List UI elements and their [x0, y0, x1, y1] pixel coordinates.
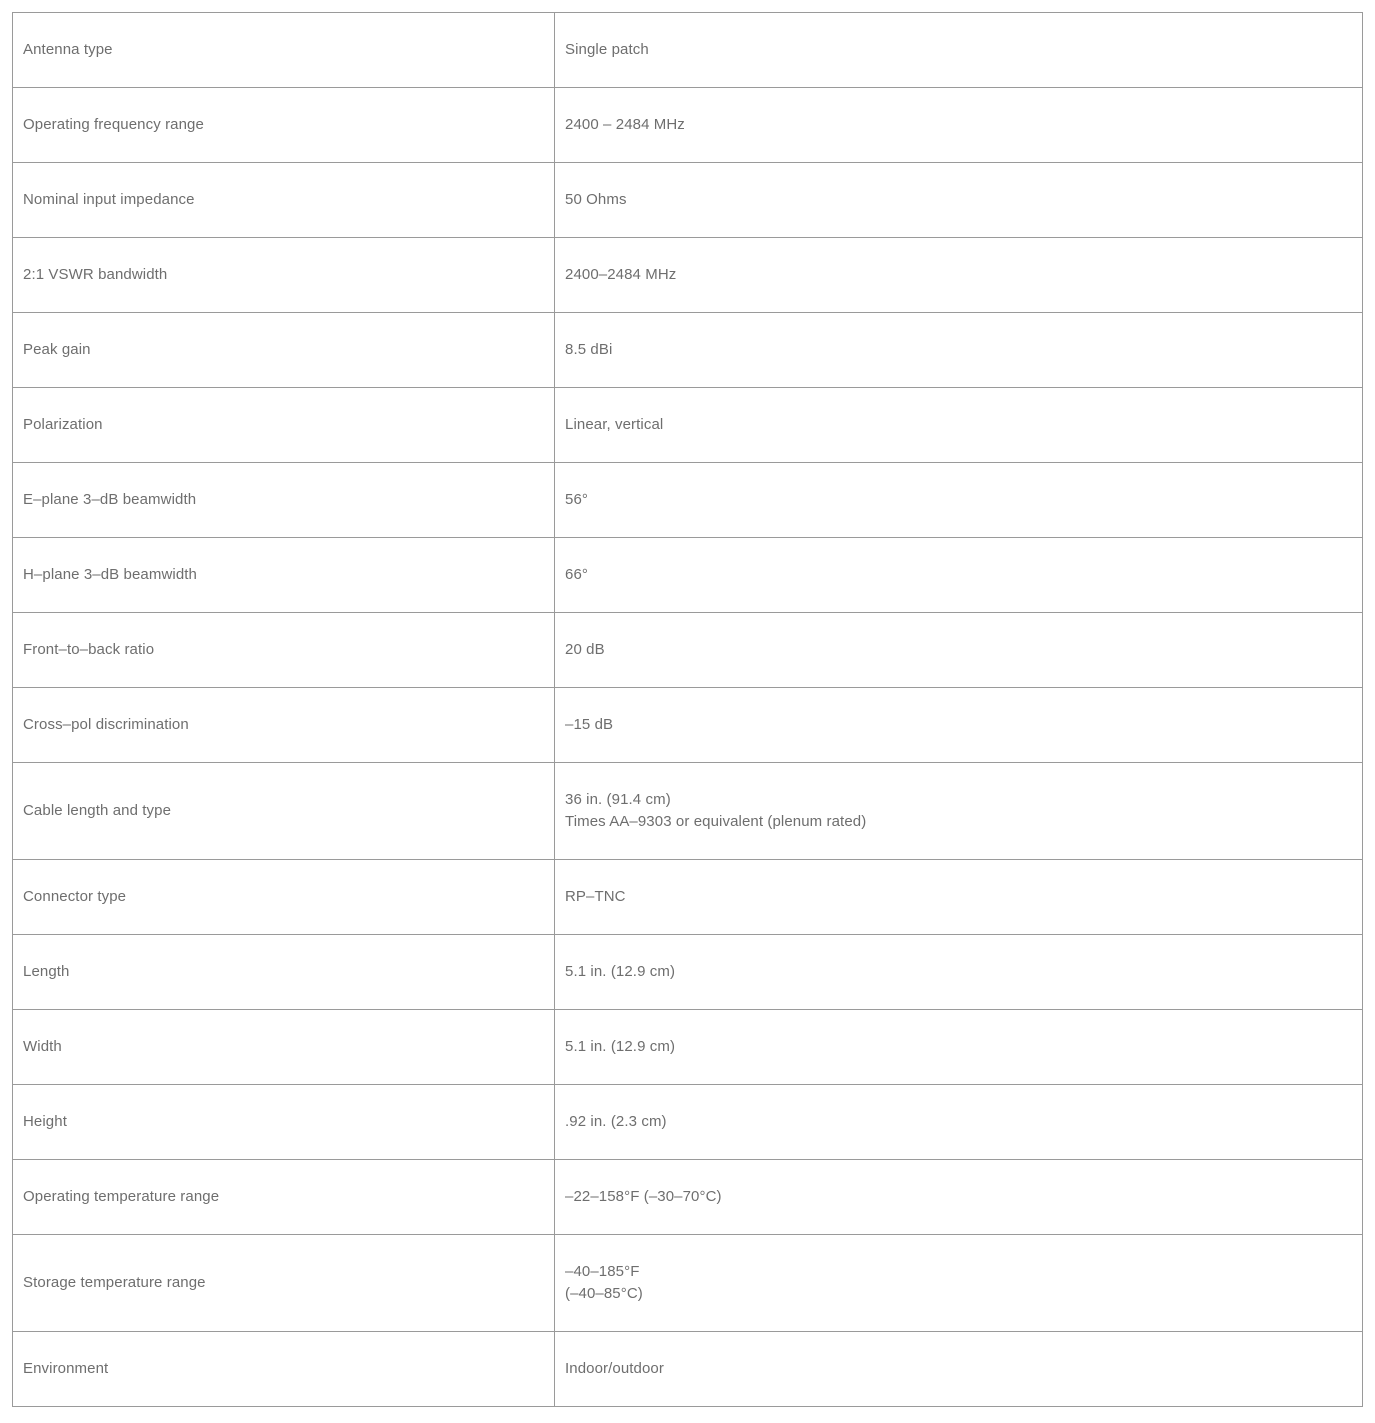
spec-label-cell — [13, 860, 555, 935]
spec-value-cell — [555, 860, 1363, 935]
table-row — [13, 613, 1363, 688]
table-row — [13, 935, 1363, 1010]
table-row — [13, 13, 1363, 88]
spec-label-cell — [13, 1010, 555, 1085]
table-row — [13, 538, 1363, 613]
spec-label-cell — [13, 1085, 555, 1160]
spec-value: 66° — [565, 566, 588, 583]
spec-label-cell — [13, 613, 555, 688]
table-row — [13, 88, 1363, 163]
spec-label: Antenna type — [23, 41, 113, 58]
spec-label-cell — [13, 388, 555, 463]
spec-label-cell — [13, 1235, 555, 1332]
spec-value: –22–158°F (–30–70°C) — [565, 1188, 722, 1205]
spec-label: Peak gain — [23, 341, 91, 358]
spec-value-cell — [555, 538, 1363, 613]
table-row — [13, 1235, 1363, 1332]
spec-value-cell — [555, 1235, 1363, 1332]
spec-label-cell — [13, 1332, 555, 1407]
spec-label: Cross–pol discrimination — [23, 716, 189, 733]
spec-label-cell — [13, 935, 555, 1010]
table-row — [13, 388, 1363, 463]
spec-label: Environment — [23, 1360, 109, 1377]
spec-value: 5.1 in. (12.9 cm) — [565, 1038, 676, 1055]
spec-label: Front–to–back ratio — [23, 641, 155, 658]
table-row — [13, 1085, 1363, 1160]
spec-value-cell — [555, 1085, 1363, 1160]
spec-value-cell — [555, 163, 1363, 238]
spec-value: 56° — [565, 491, 588, 508]
spec-value: Single patch — [565, 41, 649, 58]
spec-value: Linear, vertical — [565, 416, 664, 433]
spec-value: .92 in. (2.3 cm) — [565, 1113, 667, 1130]
spec-value: 2400–2484 MHz — [565, 266, 677, 283]
spec-label-cell — [13, 688, 555, 763]
table-row — [13, 238, 1363, 313]
spec-value: –15 dB — [565, 716, 614, 733]
spec-value-cell — [555, 935, 1363, 1010]
spec-value: –40–185°F — [565, 1263, 640, 1280]
spec-value: 2400 – 2484 MHz — [565, 116, 685, 133]
spec-value-cell — [555, 388, 1363, 463]
spec-label: Operating temperature range — [23, 1188, 220, 1205]
spec-value: 36 in. (91.4 cm) — [565, 791, 671, 808]
spec-value-cell — [555, 613, 1363, 688]
spec-label: E–plane 3–dB beamwidth — [23, 491, 197, 508]
spec-label-cell — [13, 238, 555, 313]
spec-value: (–40–85°C) — [565, 1285, 643, 1302]
spec-value-cell — [555, 763, 1363, 860]
spec-label-cell — [13, 163, 555, 238]
table-row — [13, 763, 1363, 860]
spec-value-cell — [555, 688, 1363, 763]
table-row — [13, 860, 1363, 935]
table-row — [13, 688, 1363, 763]
spec-label: Cable length and type — [23, 802, 172, 819]
specifications-table-body — [13, 13, 1363, 1407]
spec-value-cell — [555, 1160, 1363, 1235]
spec-value-cell — [555, 1010, 1363, 1085]
spec-label: Connector type — [23, 888, 127, 905]
specifications-table — [12, 12, 1363, 1407]
spec-value: RP–TNC — [565, 888, 626, 905]
spec-value-cell — [555, 463, 1363, 538]
spec-label: Nominal input impedance — [23, 191, 195, 208]
spec-label: 2:1 VSWR bandwidth — [23, 266, 168, 283]
table-row — [13, 1332, 1363, 1407]
spec-value: 8.5 dBi — [565, 341, 613, 358]
spec-value-cell — [555, 88, 1363, 163]
spec-value-cell — [555, 238, 1363, 313]
spec-label: Storage temperature range — [23, 1274, 206, 1291]
table-row — [13, 1010, 1363, 1085]
spec-value: Indoor/outdoor — [565, 1360, 664, 1377]
spec-label: Height — [23, 1113, 67, 1130]
spec-label: Operating frequency range — [23, 116, 204, 133]
spec-label-cell — [13, 13, 555, 88]
spec-label-cell — [13, 1160, 555, 1235]
spec-label-cell — [13, 313, 555, 388]
table-row — [13, 313, 1363, 388]
spec-label: H–plane 3–dB beamwidth — [23, 566, 197, 583]
spec-label-cell — [13, 763, 555, 860]
spec-value-cell — [555, 1332, 1363, 1407]
spec-label-cell — [13, 88, 555, 163]
spec-label: Polarization — [23, 416, 103, 433]
spec-value: 5.1 in. (12.9 cm) — [565, 963, 676, 980]
spec-value: 50 Ohms — [565, 191, 627, 208]
table-row — [13, 1160, 1363, 1235]
spec-label: Width — [23, 1038, 62, 1055]
spec-label-cell — [13, 538, 555, 613]
table-row — [13, 463, 1363, 538]
spec-value-cell — [555, 13, 1363, 88]
spec-value: Times AA–9303 or equivalent (plenum rated) — [565, 813, 867, 830]
spec-label: Length — [23, 963, 70, 980]
table-row — [13, 163, 1363, 238]
spec-value-cell — [555, 313, 1363, 388]
spec-label-cell — [13, 463, 555, 538]
spec-value: 20 dB — [565, 641, 605, 658]
